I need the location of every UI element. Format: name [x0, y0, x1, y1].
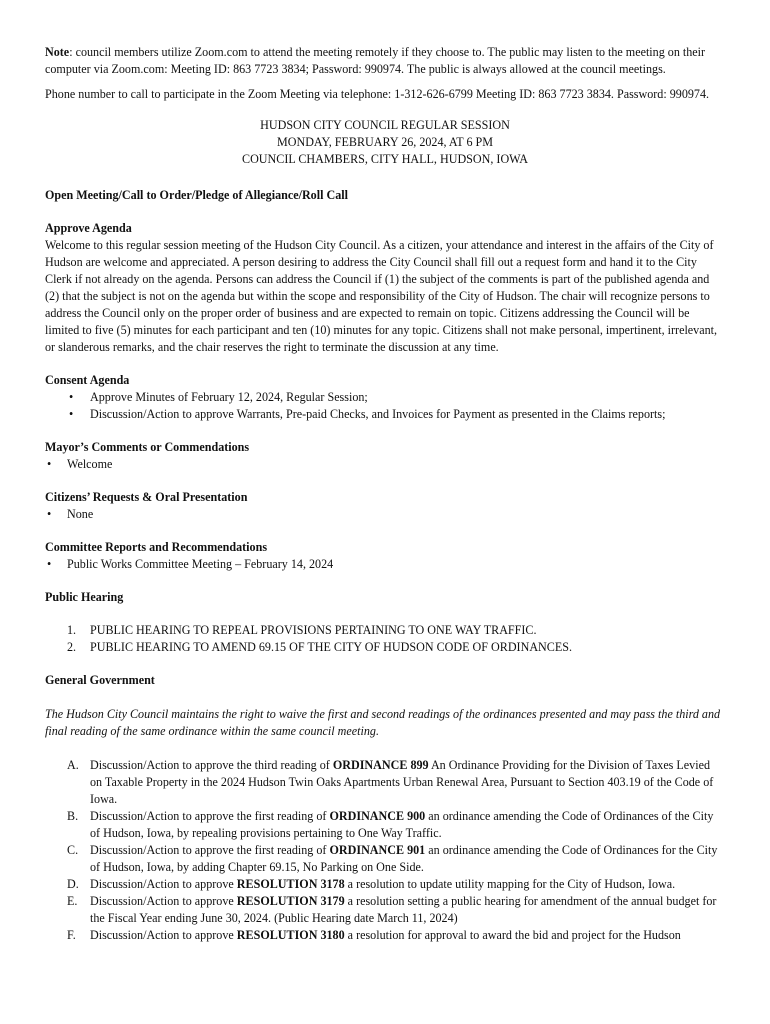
- bullet-icon: •: [47, 557, 52, 571]
- item-letter: E.: [67, 894, 78, 908]
- item-post: an ordinance amending the Code of Ordinances for the City of Hudson, Iowa, by adding Chapter 69.15, No Parking on One Side.: [90, 843, 718, 874]
- item-letter: B.: [67, 809, 79, 823]
- list-item: [45, 842, 725, 876]
- mayor-section: [45, 439, 725, 473]
- list-item: [45, 556, 725, 573]
- list-item: [45, 406, 725, 423]
- public-hearing-section: [45, 589, 725, 656]
- item-letter: F.: [67, 928, 76, 942]
- public-hearing-list: [45, 622, 725, 656]
- mayor-list: [45, 456, 725, 473]
- general-government-section: [45, 672, 725, 944]
- note-text: : council members utilize Zoom.com to attend the meeting remotely if they choose to. The public may listen to the meeting on their computer via Zoom.com: Meeting ID: 863 7723 3834; Password: 990974. The public is always allowed at the council meetings.: [45, 45, 706, 76]
- approve-agenda-section: [45, 220, 725, 356]
- header-line-1: HUDSON CITY COUNCIL REGULAR SESSION: [260, 118, 510, 132]
- approve-agenda-heading: Approve Agenda: [45, 221, 132, 235]
- consent-agenda-list: [45, 389, 725, 423]
- list-item: [45, 893, 725, 927]
- consent-agenda-section: [45, 372, 725, 423]
- citizens-heading: Citizens’ Requests & Oral Presentation: [45, 490, 248, 504]
- open-meeting-heading: Open Meeting/Call to Order/Pledge of Allegiance/Roll Call: [45, 188, 348, 202]
- item-pre: Discussion/Action to approve the first reading of: [90, 843, 330, 857]
- public-hearing-heading: Public Hearing: [45, 590, 124, 604]
- header-line-2: MONDAY, FEBRUARY 26, 2024, AT 6 PM: [276, 135, 494, 149]
- list-item-text: Approve Minutes of February 12, 2024, Regular Session;: [90, 390, 368, 404]
- item-bold: ORDINANCE 900: [329, 809, 426, 823]
- list-item-text: Discussion/Action to approve Warrants, Pre-paid Checks, and Invoices for Payment as presented in the Claims reports;: [90, 407, 666, 421]
- zoom-note: [45, 44, 725, 78]
- list-item: [45, 927, 725, 944]
- item-post: an ordinance amending the Code of Ordinances of the City of Hudson, Iowa, by repealing provisions pertaining to One Way Traffic.: [90, 809, 714, 840]
- committee-heading: Committee Reports and Recommendations: [45, 540, 268, 554]
- committee-section: [45, 539, 725, 573]
- item-pre: Discussion/Action to approve: [90, 928, 237, 942]
- list-item-text: PUBLIC HEARING TO AMEND 69.15 OF THE CITY OF HUDSON CODE OF ORDINANCES.: [90, 640, 572, 654]
- committee-list: [45, 556, 725, 573]
- phone-info: Phone number to call to participate in the Zoom Meeting via telephone: 1-312-626-6799 Meeting ID: 863 7723 3834. Password: 990974.: [45, 87, 710, 101]
- note-label: Note: [45, 45, 70, 59]
- bullet-icon: •: [47, 457, 52, 471]
- list-item-text: None: [67, 507, 94, 521]
- item-post: a resolution to update utility mapping for the City of Hudson, Iowa.: [344, 877, 676, 891]
- list-item: [45, 622, 725, 639]
- agenda-page: [45, 44, 725, 944]
- approve-agenda-text: Welcome to this regular session meeting of the Hudson City Council. As a citizen, your attendance and interest in the affairs of the City of Hudson are welcome and appreciated. A person desiring to address the City Council shall fill out a request form and hand it to the City Clerk if not already on the agenda. Persons can address the Council if (1) the subject of the comments is part of the published agenda and (2) that the subject is not on the agenda but within the scope and responsibility of the City of Hudson. The chair will recognize persons to address the Council only on the proper order of business and are expected to remain on topic. Citizens addressing the Council will be limited to five (5) minutes for each participant and ten (10) minutes for any topic. Citizens shall not make personal, impertinent, irrelevant, or slanderous remarks, and the chair reserves the right to terminate the discussion at any time.: [45, 238, 718, 354]
- item-pre: Discussion/Action to approve: [90, 877, 237, 891]
- item-bold: RESOLUTION 3179: [236, 894, 345, 908]
- list-item: [45, 389, 725, 406]
- item-pre: Discussion/Action to approve the first reading of: [90, 809, 330, 823]
- citizens-list: [45, 506, 725, 523]
- item-bold: RESOLUTION 3178: [236, 877, 345, 891]
- meeting-header: [45, 117, 725, 168]
- general-government-list: [45, 757, 725, 944]
- header-line-3: COUNCIL CHAMBERS, CITY HALL, HUDSON, IOWA: [242, 152, 528, 166]
- item-pre: Discussion/Action to approve the third reading of: [90, 758, 333, 772]
- general-government-heading: General Government: [45, 673, 155, 687]
- item-pre: Discussion/Action to approve: [90, 894, 237, 908]
- bullet-icon: •: [69, 407, 74, 421]
- list-item: [45, 808, 725, 842]
- item-post: An Ordinance Providing for the Division of Taxes Levied on Taxable Property in the 2024 Hudson Twin Oaks Apartments Urban Renewal Area, Pursuant to Section 403.19 of the Code of Iowa.: [90, 758, 714, 806]
- item-bold: ORDINANCE 899: [332, 758, 429, 772]
- bullet-icon: •: [47, 507, 52, 521]
- consent-agenda-heading: Consent Agenda: [45, 373, 130, 387]
- item-letter: C.: [67, 843, 79, 857]
- waiver-note: The Hudson City Council maintains the right to waive the first and second readings of the ordinances presented and may pass the third and final reading of the same ordinance within the same council meeting.: [45, 707, 721, 738]
- list-item-text: Welcome: [67, 457, 113, 471]
- list-item-text: Public Works Committee Meeting – February 14, 2024: [67, 557, 334, 571]
- item-post: a resolution setting a public hearing for amendment of the annual budget for the Fiscal Year ending June 30, 2024. (Public Hearing date March 11, 2024): [90, 894, 717, 925]
- item-letter: A.: [67, 758, 79, 772]
- item-bold: RESOLUTION 3180: [236, 928, 345, 942]
- list-item: [45, 456, 725, 473]
- citizens-section: [45, 489, 725, 523]
- item-number: 2.: [67, 640, 77, 654]
- item-letter: D.: [67, 877, 79, 891]
- list-item: [45, 506, 725, 523]
- list-item: [45, 876, 725, 893]
- item-bold: ORDINANCE 901: [329, 843, 426, 857]
- list-item: [45, 639, 725, 656]
- item-post: a resolution for approval to award the bid and project for the Hudson: [344, 928, 681, 942]
- bullet-icon: •: [69, 390, 74, 404]
- list-item-text: PUBLIC HEARING TO REPEAL PROVISIONS PERTAINING TO ONE WAY TRAFFIC.: [90, 623, 537, 637]
- mayor-heading: Mayor’s Comments or Commendations: [45, 440, 250, 454]
- list-item: [45, 757, 725, 808]
- item-number: 1.: [67, 623, 77, 637]
